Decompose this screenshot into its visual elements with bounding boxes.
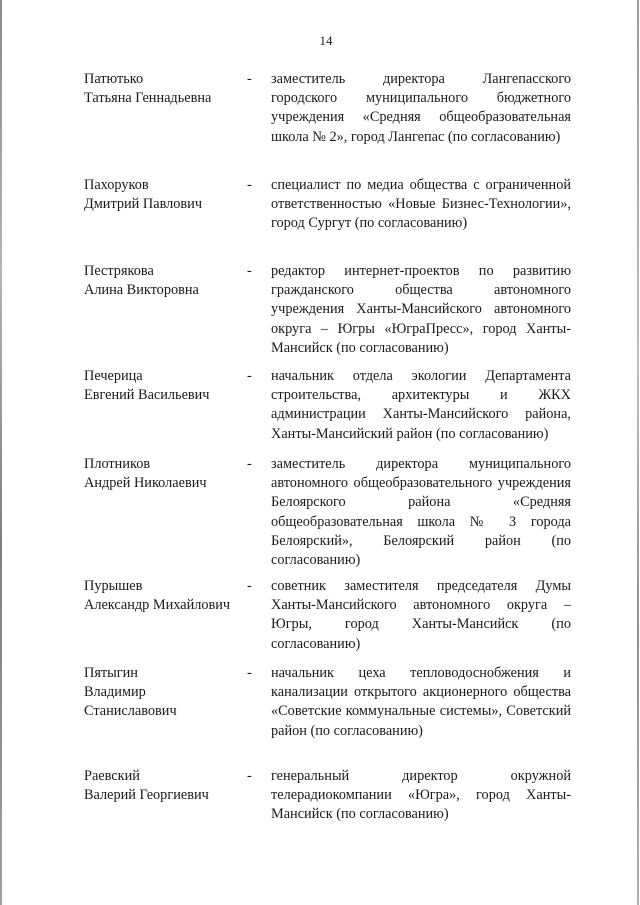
person-surname: Плотников (84, 456, 151, 472)
person-role: заместитель директора Лангепасского городского муниципального бюджетного учреждения «Средняя общеобразовательная школа № 2», город Лангепас (по согласованию) (271, 71, 571, 145)
person-role: начальник цеха тепловодоснобжения и канализации открытого акционерного общества «Советские коммунальные системы», Советский район (по согласованию) (271, 665, 571, 739)
person-given-name: Александр Михайлович (84, 597, 231, 614)
person-given-name: Алина Викторовна (84, 282, 199, 299)
person-surname: Пахоруков (84, 177, 149, 193)
scan-edge-right (637, 0, 639, 905)
person-name (84, 262, 244, 300)
entry-dash: - (247, 263, 252, 279)
person-name (84, 664, 244, 722)
person-surname: Печерица (84, 368, 143, 384)
person-given-name: Валерий Георгиевич (84, 787, 209, 804)
person-patronymic: Станиславович (84, 703, 177, 720)
person-role: советник заместителя председателя Думы Ханты-Мансийского автономного округа – Югры, город Ханты-Мансийск (по согласованию) (271, 578, 571, 652)
entry-dash: - (247, 768, 252, 784)
entry-dash: - (247, 71, 252, 87)
person-surname: Пурышев (84, 578, 143, 594)
person-role: заместитель директора муниципального автономного общеобразовательного учреждения Белоярского района «Средняя общеобразовательная школа № 3 города Белоярский», Белоярский район (по согласованию) (271, 456, 571, 569)
person-surname: Патютько (84, 71, 144, 87)
person-surname: Раевский (84, 768, 140, 784)
entry-dash: - (247, 456, 252, 472)
person-role: генеральный директор окружной телерадиокомпании «Югра», город Ханты-Мансийск (по согласованию) (271, 768, 571, 823)
person-given-name: Андрей Николаевич (84, 475, 207, 492)
person-given-name: Евгений Васильевич (84, 387, 210, 404)
scan-edge-left (0, 0, 2, 905)
person-name (84, 70, 244, 108)
person-given-name: Татьяна Геннадьевна (84, 90, 212, 107)
person-given-name: Владимир (84, 684, 146, 701)
person-role: специалист по медиа общества с ограниченной ответственностью «Новые Бизнес-Технологии», город Сургут (по согласованию) (271, 177, 571, 232)
page-number: 14 (319, 33, 333, 48)
entry-dash: - (247, 368, 252, 384)
person-name (84, 577, 244, 615)
person-given-name: Дмитрий Павлович (84, 196, 203, 213)
person-name (84, 367, 244, 405)
entry-dash: - (247, 665, 252, 681)
person-role: начальник отдела экологии Департамента строительства, архитектуры и ЖКХ администрации Ханты-Мансийского района, Ханты-Мансийский район (по согласованию) (271, 368, 571, 442)
person-surname: Пятыгин (84, 665, 138, 681)
person-role: редактор интернет-проектов по развитию гражданского общества автономного учреждения Ханты-Мансийского автономного округа – Югры «ЮграПресс», город Ханты-Мансийск (по согласованию) (271, 263, 571, 356)
entry-dash: - (247, 578, 252, 594)
person-surname: Пестрякова (84, 263, 154, 279)
person-name (84, 455, 244, 493)
entry-dash: - (247, 177, 252, 193)
person-name (84, 767, 244, 805)
person-name (84, 176, 244, 214)
